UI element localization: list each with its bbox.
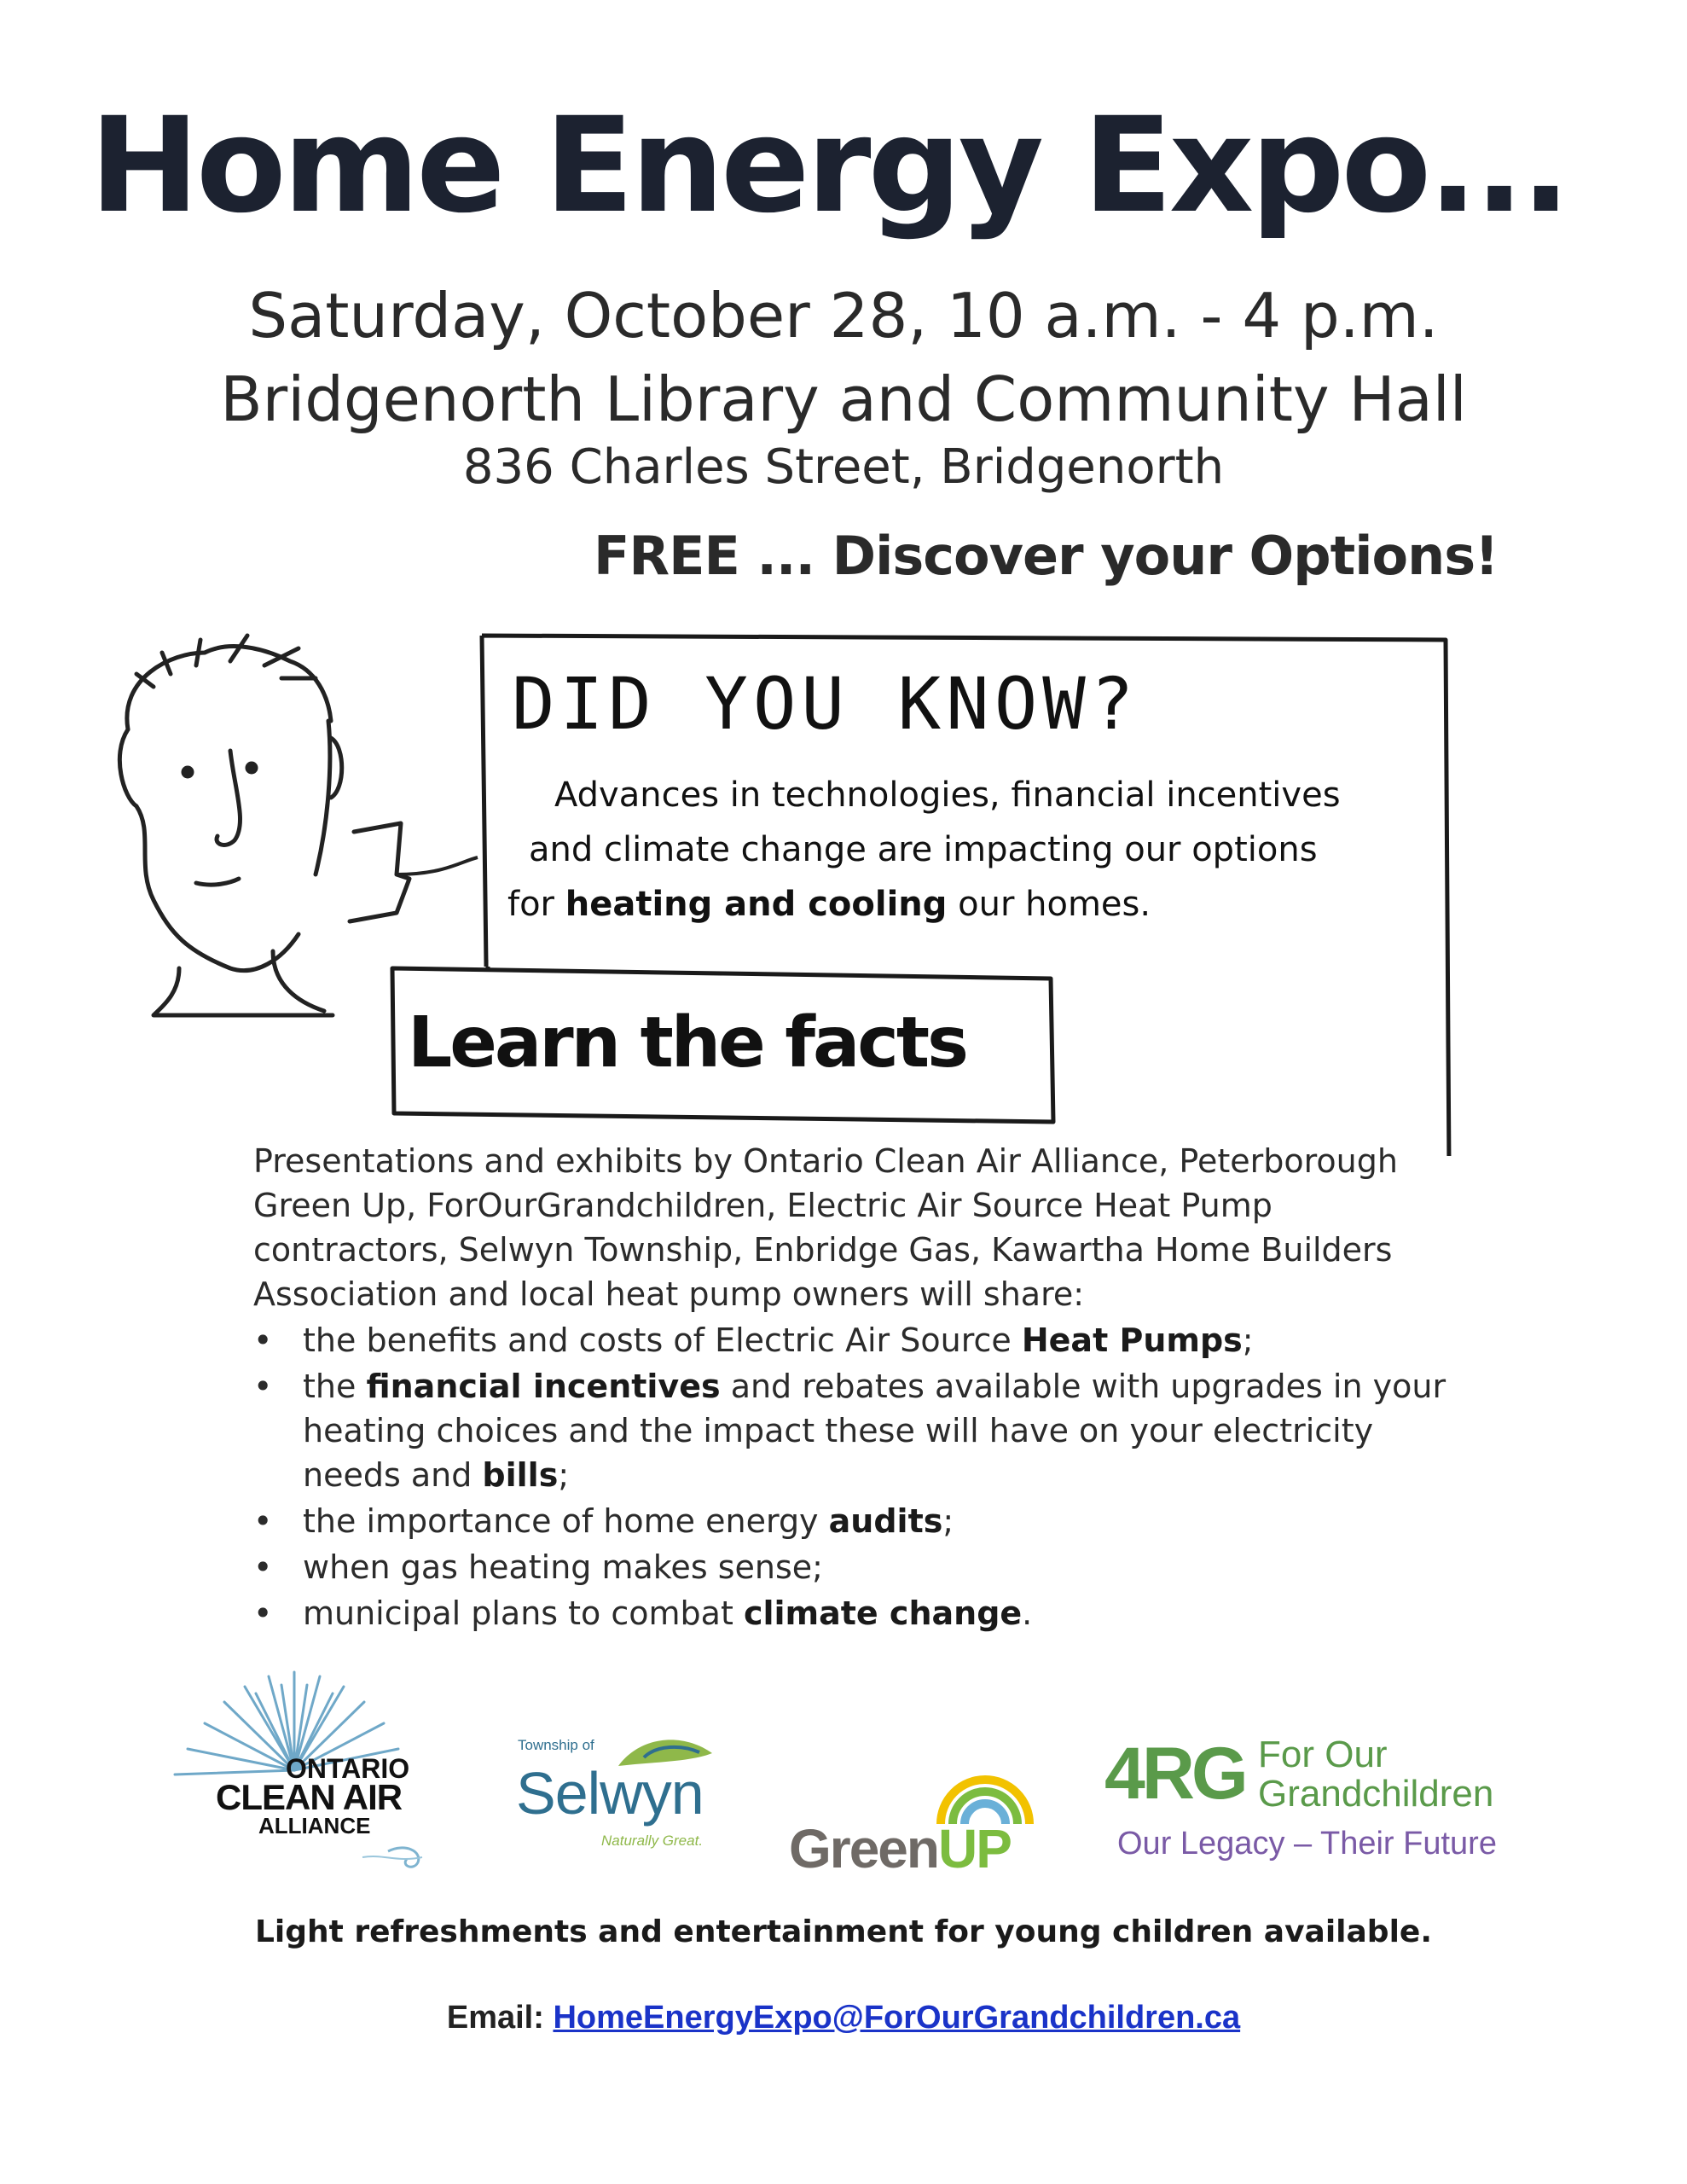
list-item-text: the importance of home energy (303, 1502, 829, 1540)
list-item-bold: Heat Pumps (1021, 1321, 1243, 1359)
did-you-know-line-3 (507, 877, 1151, 932)
email-link[interactable]: HomeEnergyExpo@ForOurGrandchildren.ca (553, 2000, 1241, 2036)
fog-line-2: Grandchildren (1258, 1773, 1494, 1815)
list-item-text-end: ; (1242, 1321, 1254, 1359)
fog-logo (1104, 1732, 1557, 1885)
refreshments-note: Light refreshments and entertainment for young children available. (254, 1914, 1433, 1949)
list-item-text-end: ; (942, 1502, 954, 1540)
list-item-bold: audits (828, 1502, 943, 1540)
learn-heading: Learn the facts (408, 1002, 966, 1083)
list-item-text: the benefits and costs of Electric Air Source (303, 1321, 1022, 1359)
fog-line-3: Our Legacy – Their Future (1117, 1826, 1497, 1862)
greenup-wordmark (789, 1817, 1011, 1880)
ocaa-line-1: ONTARIO (286, 1753, 410, 1784)
event-address: 836 Charles Street, Bridgenorth (462, 439, 1225, 495)
fog-line-1: For Our (1258, 1734, 1388, 1775)
greenup-part-2: UP (937, 1818, 1011, 1879)
list-item (253, 1545, 1464, 1589)
list-item-text: when gas heating makes sense; (303, 1548, 823, 1586)
did-you-know-line-3-bold: heating and cooling (565, 885, 948, 924)
fog-mark: 4RG (1104, 1733, 1245, 1815)
ocaa-line-2: CLEAN AIR (216, 1777, 403, 1817)
did-you-know-line-1: Advances in technologies, financial incentives (554, 775, 1341, 815)
did-you-know-line-3-pre: for (507, 885, 565, 924)
tagline: FREE ... Discover your Options! (594, 525, 1499, 587)
selwyn-logo (516, 1732, 746, 1877)
greenup-part-1: Green (789, 1818, 938, 1879)
list-item-bold: climate change (743, 1594, 1023, 1632)
event-date: Saturday, October 28, 10 a.m. - 4 p.m. (248, 280, 1439, 351)
facts-list (253, 1318, 1464, 1637)
list-item-text-mid: and rebates available with upgrades in your heating choices and the impact these will have on your electricity needs and (303, 1368, 1446, 1494)
email-label: Email: (446, 2000, 554, 2036)
list-item (253, 1591, 1464, 1635)
did-you-know-heading: DID YOU KNOW? (512, 662, 1139, 746)
ocaa-logo (166, 1668, 456, 1873)
did-you-know-line-3-post: our homes. (947, 885, 1151, 924)
list-item-text: the (303, 1368, 367, 1405)
person-sketch-icon (119, 636, 341, 1015)
list-item (253, 1499, 1464, 1543)
selwyn-tagline: Naturally Great. (601, 1833, 704, 1849)
list-item-text-end: . (1022, 1594, 1033, 1632)
greenup-logo (789, 1757, 1053, 1894)
selwyn-name: Selwyn (516, 1760, 704, 1827)
intro-paragraph: Presentations and exhibits by Ontario Clean Air Alliance, Peterborough Green Up, ForOurGrandchildren, Electric Air Source Heat Pump contractors, Selwyn Township, Enbridge Gas, Kawartha Home Builders Association and local heat pump owners will share: (253, 1142, 1398, 1313)
list-item-bold-2: bills (482, 1456, 559, 1494)
selwyn-top: Township of (518, 1737, 594, 1753)
event-venue: Bridgenorth Library and Community Hall (220, 363, 1467, 435)
list-item (253, 1364, 1464, 1497)
list-item-bold: financial incentives (366, 1368, 721, 1405)
list-item-text-end: ; (558, 1456, 570, 1494)
list-item (253, 1318, 1464, 1362)
rainbow-icon (934, 1757, 1036, 1826)
ocaa-line-3: ALLIANCE (258, 1813, 371, 1838)
email-row (161, 1996, 1526, 2039)
list-item-text: municipal plans to combat (303, 1594, 744, 1632)
page-title: Home Energy Expo... (90, 90, 1568, 242)
did-you-know-line-2: and climate change are impacting our options (529, 830, 1318, 869)
